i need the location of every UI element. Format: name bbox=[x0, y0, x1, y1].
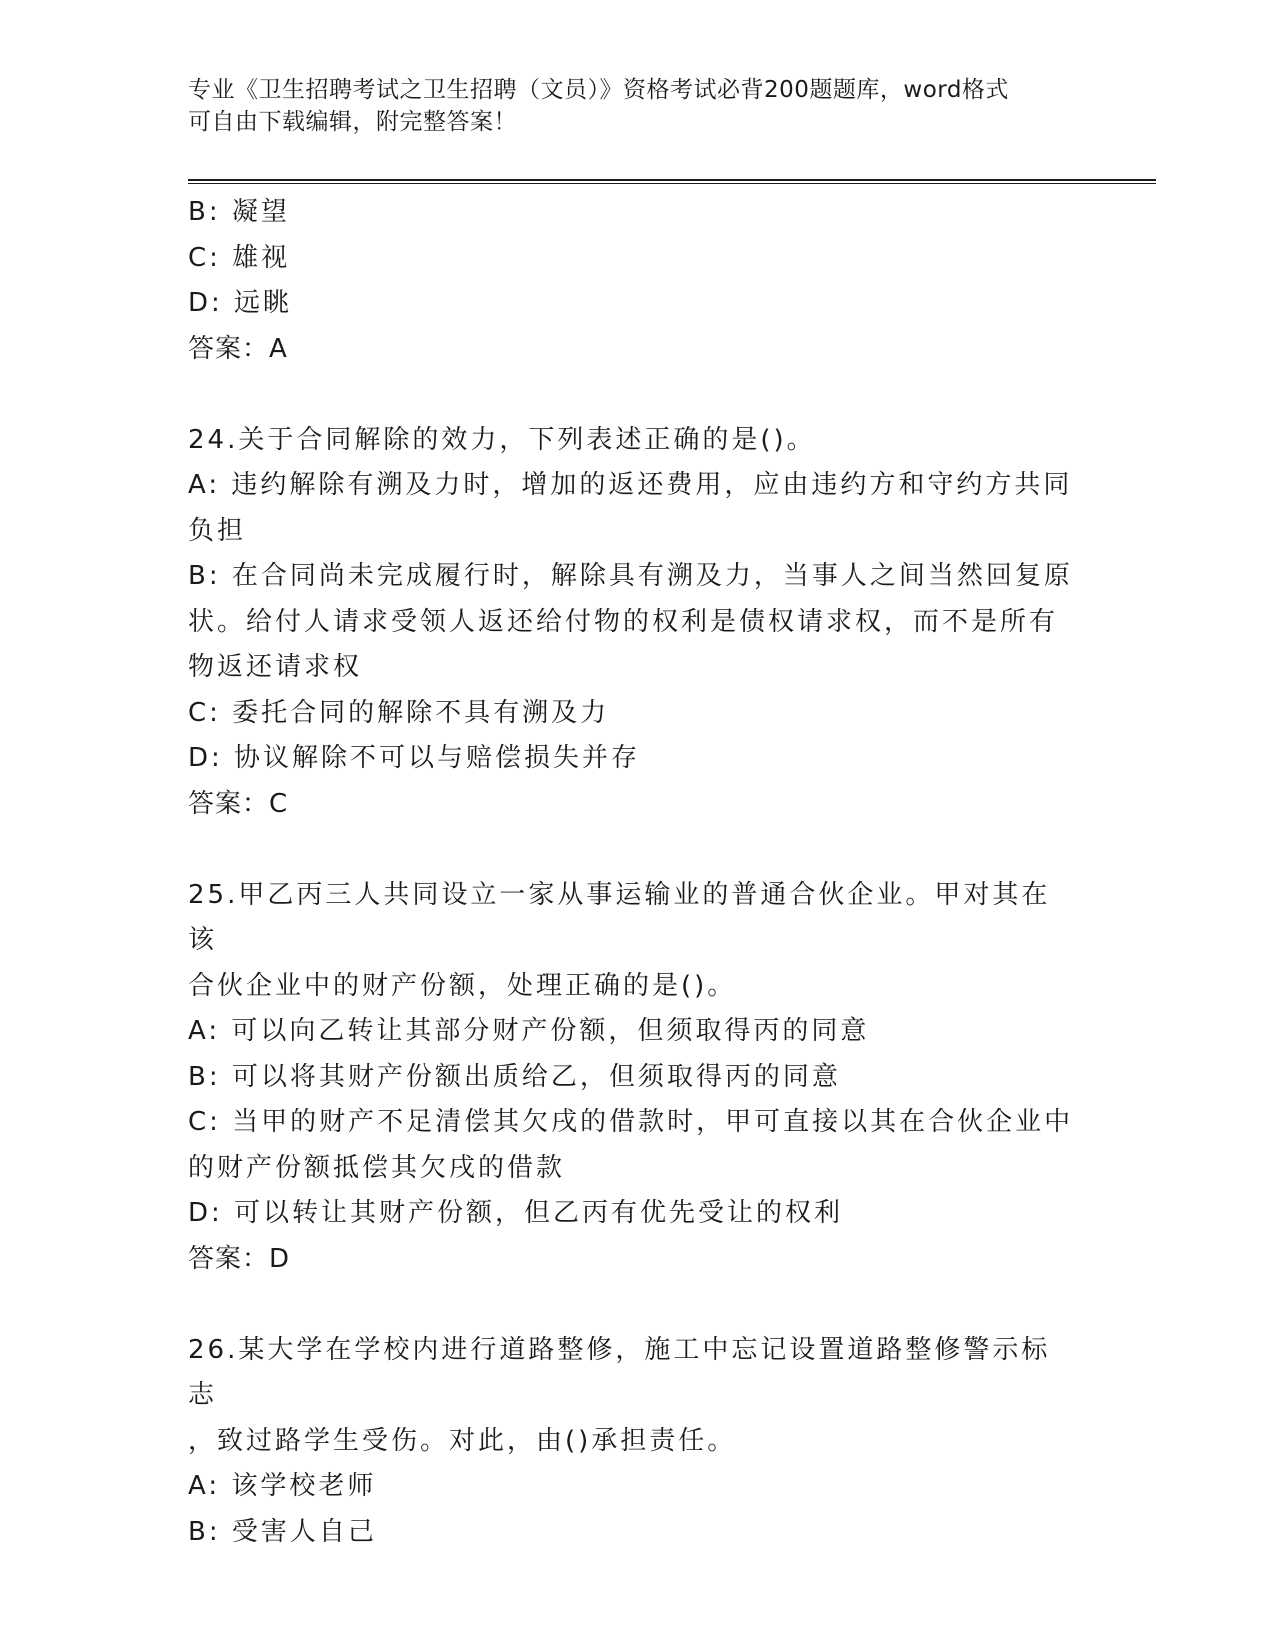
option-line: C: 雄视 bbox=[188, 242, 291, 273]
option-line: C: 当甲的财产不足清偿其欠戌的借款时，甲可直接以其在合伙企业中 bbox=[188, 1107, 1074, 1137]
option-line: A: 该学校老师 bbox=[188, 1471, 377, 1501]
question-stem: 合伙企业中的财产份额，处理正确的是()。 bbox=[188, 970, 737, 1001]
header-line-2: 可自由下载编辑，附完整答案！ bbox=[188, 109, 517, 135]
answer-line bbox=[188, 782, 1078, 828]
option-line: D: 协议解除不可以与赔偿损失并存 bbox=[188, 743, 641, 773]
option-line: 物返还请求权 bbox=[188, 652, 363, 682]
answer-value: A bbox=[269, 333, 288, 364]
answer-value: D bbox=[269, 1243, 291, 1274]
option-line: B: 受害人自己 bbox=[188, 1516, 377, 1547]
question-content bbox=[188, 190, 1078, 1555]
spacer bbox=[188, 1282, 1078, 1328]
option-line: C: 委托合同的解除不具有溯及力 bbox=[188, 697, 610, 728]
header-rule-thin bbox=[188, 183, 1156, 184]
option-line: A: 可以向乙转让其部分财产份额，但须取得丙的同意 bbox=[188, 1016, 870, 1046]
option-line: B: 可以将其财产份额出质给乙，但须取得丙的同意 bbox=[188, 1061, 841, 1092]
option-line: 状。给付人请求受领人返还给付物的权利是债权请求权，而不是所有 bbox=[188, 606, 1059, 637]
header-rule-thick bbox=[188, 179, 1156, 181]
answer-line bbox=[188, 1237, 1078, 1283]
question-stem: 26.某大学在学校内进行道路整修，施工中忘记设置道路整修警示标志 bbox=[188, 1334, 1051, 1410]
header-line-1: 专业《卫生招聘考试之卫生招聘（文员）》资格考试必背200题题库，word格式 bbox=[188, 77, 1009, 103]
answer-value: C bbox=[269, 788, 289, 819]
option-line: 负担 bbox=[188, 515, 247, 546]
document-header bbox=[188, 74, 1088, 138]
option-line: B: 凝望 bbox=[188, 197, 290, 227]
question-stem: 24.关于合同解除的效力，下列表述正确的是()。 bbox=[188, 424, 816, 455]
option-line: B: 在合同尚未完成履行时，解除具有溯及力，当事人之间当然回复原 bbox=[188, 561, 1073, 591]
spacer bbox=[188, 372, 1078, 418]
answer-label: 答案： bbox=[188, 788, 270, 819]
answer-label: 答案： bbox=[188, 1243, 270, 1274]
option-line: 的财产份额抵偿其欠戌的借款 bbox=[188, 1152, 566, 1183]
question-stem: 25.甲乙丙三人共同设立一家从事运输业的普通合伙企业。甲对其在该 bbox=[188, 879, 1051, 955]
spacer bbox=[188, 827, 1078, 873]
option-line: D: 远眺 bbox=[188, 288, 293, 318]
option-line: D: 可以转让其财产份额，但乙丙有优先受让的权利 bbox=[188, 1198, 844, 1228]
question-stem: ，致过路学生受伤。对此，由()承担责任。 bbox=[188, 1425, 737, 1456]
option-line: A: 违约解除有溯及力时，增加的返还费用，应由违约方和守约方共同 bbox=[188, 470, 1073, 500]
answer-line bbox=[188, 327, 1078, 373]
answer-label: 答案： bbox=[188, 333, 270, 364]
